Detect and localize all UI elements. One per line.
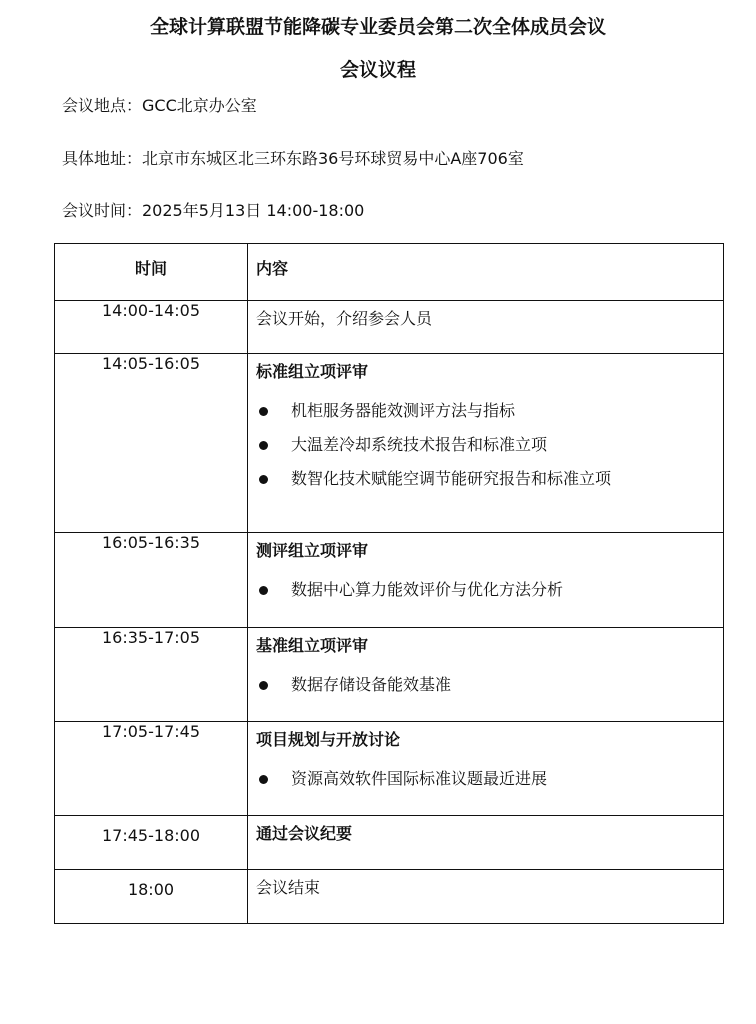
list-item-label: 大温差冷却系统技术报告和标准立项 <box>291 435 548 454</box>
table-row <box>55 870 724 924</box>
row-content <box>248 354 724 533</box>
item-list <box>256 580 715 600</box>
meeting-address: 具体地址：北京市东城区北三环东路36号环球贸易中心A座706室 <box>62 149 524 168</box>
table-row <box>55 533 724 628</box>
document-title: 全球计算联盟节能降碳专业委员会第二次全体成员会议 <box>149 16 606 38</box>
row-content <box>248 816 724 870</box>
list-item-label: 资源高效软件国际标准议题最近进展 <box>291 769 548 788</box>
item-list <box>256 401 715 489</box>
list-item <box>256 769 715 789</box>
row-content <box>248 722 724 816</box>
row-content <box>248 628 724 722</box>
section-title: 测评组立项评审 <box>256 541 369 560</box>
list-item <box>256 469 715 489</box>
table-row <box>55 354 724 533</box>
row-text: 会议结束 <box>256 878 321 897</box>
list-item <box>256 580 715 600</box>
agenda-table <box>54 243 724 924</box>
row-content <box>248 870 724 924</box>
list-item <box>256 401 715 421</box>
meeting-time: 会议时间：2025年5月13日 14:00-18:00 <box>62 201 365 220</box>
section-title: 项目规划与开放讨论 <box>256 730 401 749</box>
table-row <box>55 722 724 816</box>
row-time: 16:05-16:35 <box>55 533 248 628</box>
table-row <box>55 628 724 722</box>
table-row <box>55 816 724 870</box>
table-row <box>55 301 724 354</box>
row-time: 14:00-14:05 <box>55 301 248 354</box>
bullet-icon <box>259 775 268 784</box>
row-time: 18:00 <box>55 870 248 924</box>
table-header-row <box>55 244 724 301</box>
list-item <box>256 435 715 455</box>
item-list <box>256 675 715 695</box>
list-item-label: 机柜服务器能效测评方法与指标 <box>291 401 516 420</box>
row-time: 16:35-17:05 <box>55 628 248 722</box>
bullet-icon <box>259 475 268 484</box>
bullet-icon <box>259 681 268 690</box>
row-content <box>248 301 724 354</box>
section-title: 基准组立项评审 <box>256 636 369 655</box>
list-item <box>256 675 715 695</box>
row-time: 17:45-18:00 <box>55 816 248 870</box>
bullet-icon <box>259 441 268 450</box>
document-subtitle: 会议议程 <box>339 59 416 81</box>
row-time: 17:05-17:45 <box>55 722 248 816</box>
item-list <box>256 769 715 789</box>
row-time: 14:05-16:05 <box>55 354 248 533</box>
list-item-label: 数据存储设备能效基准 <box>291 675 452 694</box>
section-title: 通过会议纪要 <box>256 824 353 843</box>
section-title: 标准组立项评审 <box>256 362 369 381</box>
header-content: 内容 <box>248 244 724 301</box>
meeting-location: 会议地点：GCC北京办公室 <box>62 96 257 115</box>
list-item-label: 数智化技术赋能空调节能研究报告和标准立项 <box>291 469 612 488</box>
bullet-icon <box>259 407 268 416</box>
list-item-label: 数据中心算力能效评价与优化方法分析 <box>291 580 564 599</box>
bullet-icon <box>259 586 268 595</box>
row-text: 会议开始，介绍参会人员 <box>256 309 433 328</box>
header-time: 时间 <box>55 244 248 301</box>
row-content <box>248 533 724 628</box>
